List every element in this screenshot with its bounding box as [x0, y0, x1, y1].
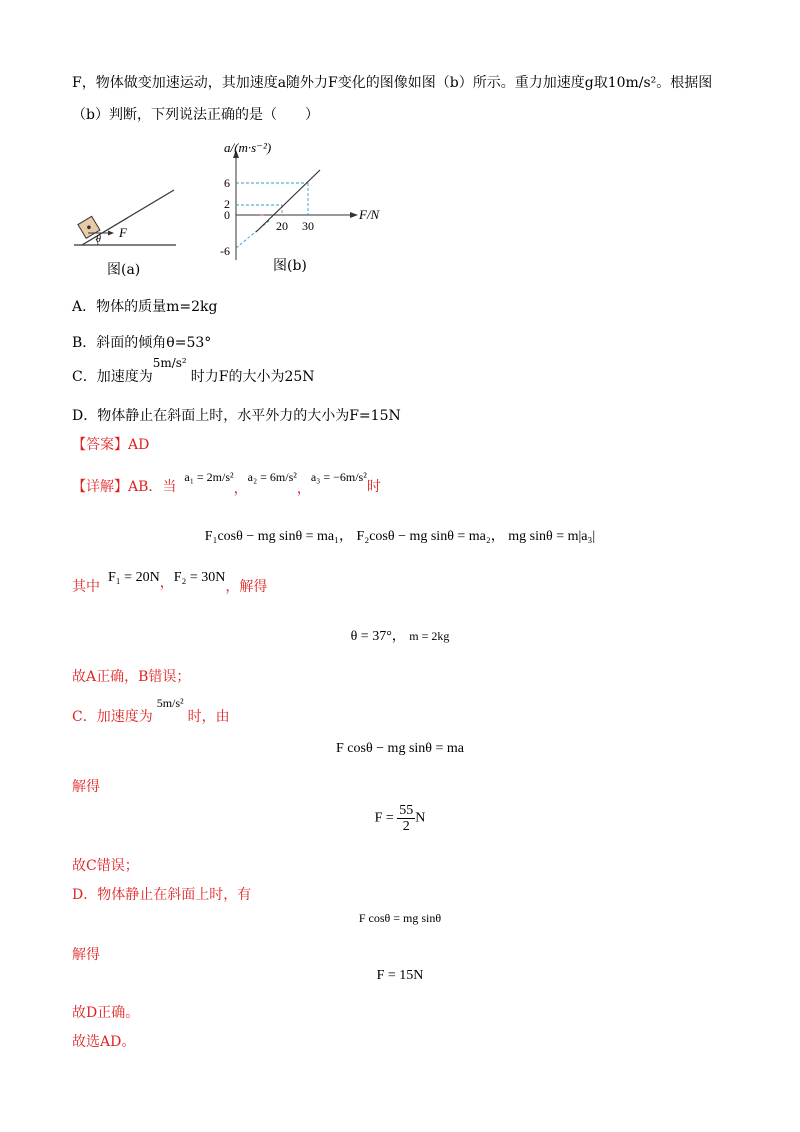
ytick-0: 0 [224, 208, 230, 222]
angle-label: θ [96, 234, 101, 245]
final-answer: 故选AD。 [72, 1034, 136, 1050]
result-c: F = $\frac{55}{2}$ N [374, 803, 426, 834]
solution-where: 其中F₁ = 20N，F₂ = 30N，解得 [72, 570, 268, 595]
a-f-graph [214, 140, 394, 265]
answer: 【答案】AD [72, 437, 150, 453]
option-b: B．斜面的倾角θ=53° [72, 335, 212, 351]
figure-b [214, 140, 394, 265]
jie-de-1: 解得 [72, 779, 100, 795]
option-c-value: 5m/s² [152, 356, 187, 370]
option-c [72, 356, 315, 385]
y-axis-label: a/(m·s⁻²) [224, 140, 272, 155]
conclusion-ab: 故A正确，B错误； [72, 669, 191, 685]
question-line-2: （b）判断，下列说法正确的是（ ） [72, 107, 319, 123]
ytick-2: 2 [224, 197, 230, 211]
solution-c-intro: C．加速度为5m/s²时，由 [72, 696, 230, 725]
x-axis-label: F/N [359, 207, 380, 222]
result-d: F = 15N [376, 968, 424, 983]
xtick-20: 20 [276, 219, 288, 233]
fraction-55-2: $\frac{55}{2}$ [399, 803, 414, 834]
xtick-30: 30 [302, 219, 314, 233]
result-ab: θ = 37°， m = 2kg [350, 629, 450, 644]
equation-ab: F₁cosθ − mg sinθ = ma₁， F₂cosθ − mg sinθ = ma₂， mg sinθ = m|a₃| [204, 529, 596, 544]
equation-c: F cosθ − mg sinθ = ma [336, 741, 464, 756]
conclusion-d: 故D正确。 [72, 1005, 140, 1021]
option-d: D．物体静止在斜面上时，水平外力的大小为F=15N [72, 408, 401, 424]
option-c-post: 时力F的大小为25N [190, 369, 315, 385]
solution-d-intro: D．物体静止在斜面上时，有 [72, 887, 252, 903]
equation-d: F cosθ = mg sinθ [358, 911, 442, 925]
option-c-pre: C．加速度为 [72, 369, 153, 385]
ytick-6: 6 [224, 176, 230, 190]
incline-diagram [68, 180, 188, 260]
figure-b-caption: 图(b) [273, 258, 307, 274]
question-line-1: F，物体做变加速运动，其加速度a随外力F变化的图像如图（b）所示。重力加速度g取10m/s²。根据图 [72, 75, 713, 91]
solution-ab-intro: 【详解】AB．当a₁ = 2m/s²，a₂ = 6m/s²，a₃ = −6m/s²时 [72, 470, 381, 497]
conclusion-c: 故C错误； [72, 858, 139, 874]
figure-a-caption: 图(a) [107, 262, 141, 278]
force-label: F [119, 225, 127, 240]
figure-a [68, 180, 188, 260]
ytick-neg6: -6 [220, 244, 230, 258]
jie-de-2: 解得 [72, 947, 100, 963]
option-a: A．物体的质量m=2kg [72, 299, 218, 315]
